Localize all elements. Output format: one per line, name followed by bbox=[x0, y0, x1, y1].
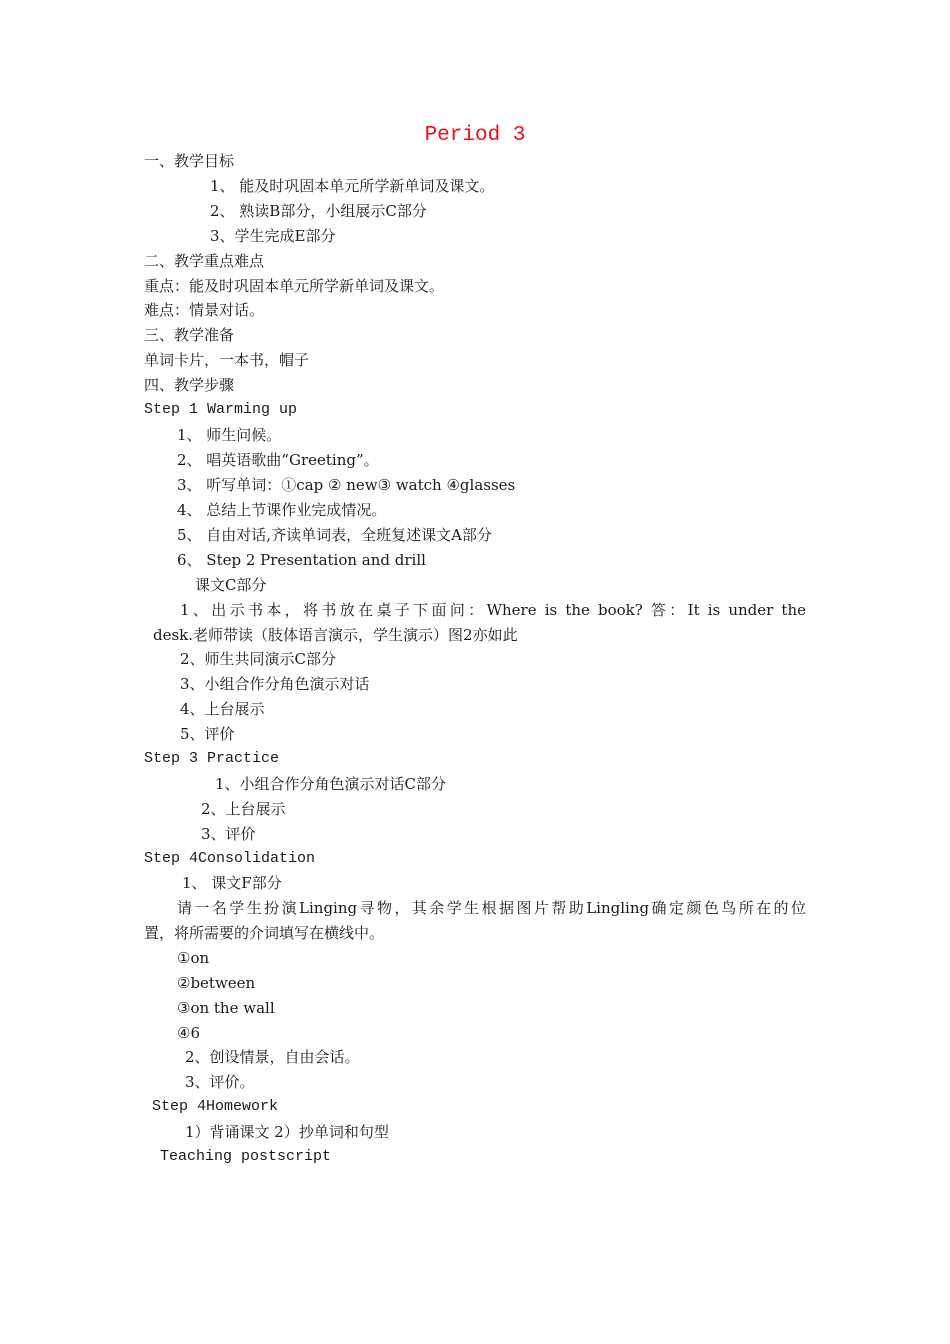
key-point-difficulty: 难点：情景对话。 bbox=[144, 301, 265, 319]
teaching-postscript: Teaching postscript bbox=[160, 1148, 332, 1165]
step2-item: 5、评价 bbox=[180, 725, 235, 743]
step4-paragraph-line2: 置，将所需要的介词填写在横线中。 bbox=[144, 924, 385, 942]
homework-title: Step 4Homework bbox=[152, 1098, 279, 1115]
step2-item: 2、师生共同演示C部分 bbox=[180, 650, 337, 668]
answer-item: ③on the wall bbox=[177, 999, 275, 1017]
preparation-text: 单词卡片，一本书，帽子 bbox=[144, 351, 310, 369]
goal-item: 3、学生完成E部分 bbox=[210, 227, 336, 245]
step2-item1-line2: desk.老师带读（肢体语言演示，学生演示）图2亦如此 bbox=[153, 626, 518, 644]
step1-title: Step 1 Warming up bbox=[144, 401, 298, 418]
goal-item: 1、 能及时巩固本单元所学新单词及课文。 bbox=[210, 177, 495, 195]
step1-item: 1、 师生问候。 bbox=[177, 426, 282, 444]
step4-title: Step 4Consolidation bbox=[144, 850, 316, 867]
section-heading-key-points: 二、教学重点难点 bbox=[144, 252, 265, 270]
page-title: Period 3 bbox=[424, 124, 526, 147]
section-heading-goals: 一、教学目标 bbox=[144, 152, 235, 170]
step2-item: 4、上台展示 bbox=[180, 700, 265, 718]
step1-item: 3、 听写单词：①cap ② new③ watch ④glasses bbox=[177, 476, 516, 494]
step1-item: 5、 自由对话,齐读单词表，全班复述课文A部分 bbox=[177, 526, 492, 544]
answer-item: ④6 bbox=[177, 1024, 200, 1042]
step3-item: 3、评价 bbox=[201, 825, 256, 843]
step2-item1-line1: 1、出示书本，将书放在桌子下面问：Where is the book? 答：It is under the bbox=[180, 601, 806, 619]
goal-item: 2、 熟读B部分，小组展示C部分 bbox=[210, 202, 427, 220]
step4-item: 3、评价。 bbox=[185, 1073, 255, 1091]
section-heading-steps: 四、教学步骤 bbox=[144, 376, 235, 394]
step2-item: 3、小组合作分角色演示对话 bbox=[180, 675, 370, 693]
step3-item: 1、小组合作分角色演示对话C部分 bbox=[215, 775, 447, 793]
homework-text: 1）背诵课文 2）抄单词和句型 bbox=[185, 1123, 389, 1141]
step1-item: 2、 唱英语歌曲“Greeting”。 bbox=[177, 451, 379, 469]
step2-subheading: 课文C部分 bbox=[195, 576, 267, 594]
step3-item: 2、上台展示 bbox=[201, 800, 286, 818]
step1-item: 4、 总结上节课作业完成情况。 bbox=[177, 501, 387, 519]
step4-paragraph-line1: 请一名学生扮演Linging寻物，其余学生根据图片帮助Lingling确定颜色鸟所在的位 bbox=[177, 899, 806, 917]
answer-item: ②between bbox=[177, 974, 256, 992]
section-heading-preparation: 三、教学准备 bbox=[144, 326, 235, 344]
step3-title: Step 3 Practice bbox=[144, 750, 280, 767]
step1-item: 6、 Step 2 Presentation and drill bbox=[177, 551, 426, 569]
step4-item: 2、创设情景，自由会话。 bbox=[185, 1048, 360, 1066]
key-point-focus: 重点：能及时巩固本单元所学新单词及课文。 bbox=[144, 277, 445, 295]
answer-item: ①on bbox=[177, 949, 210, 967]
step4-item: 1、 课文F部分 bbox=[182, 874, 282, 892]
